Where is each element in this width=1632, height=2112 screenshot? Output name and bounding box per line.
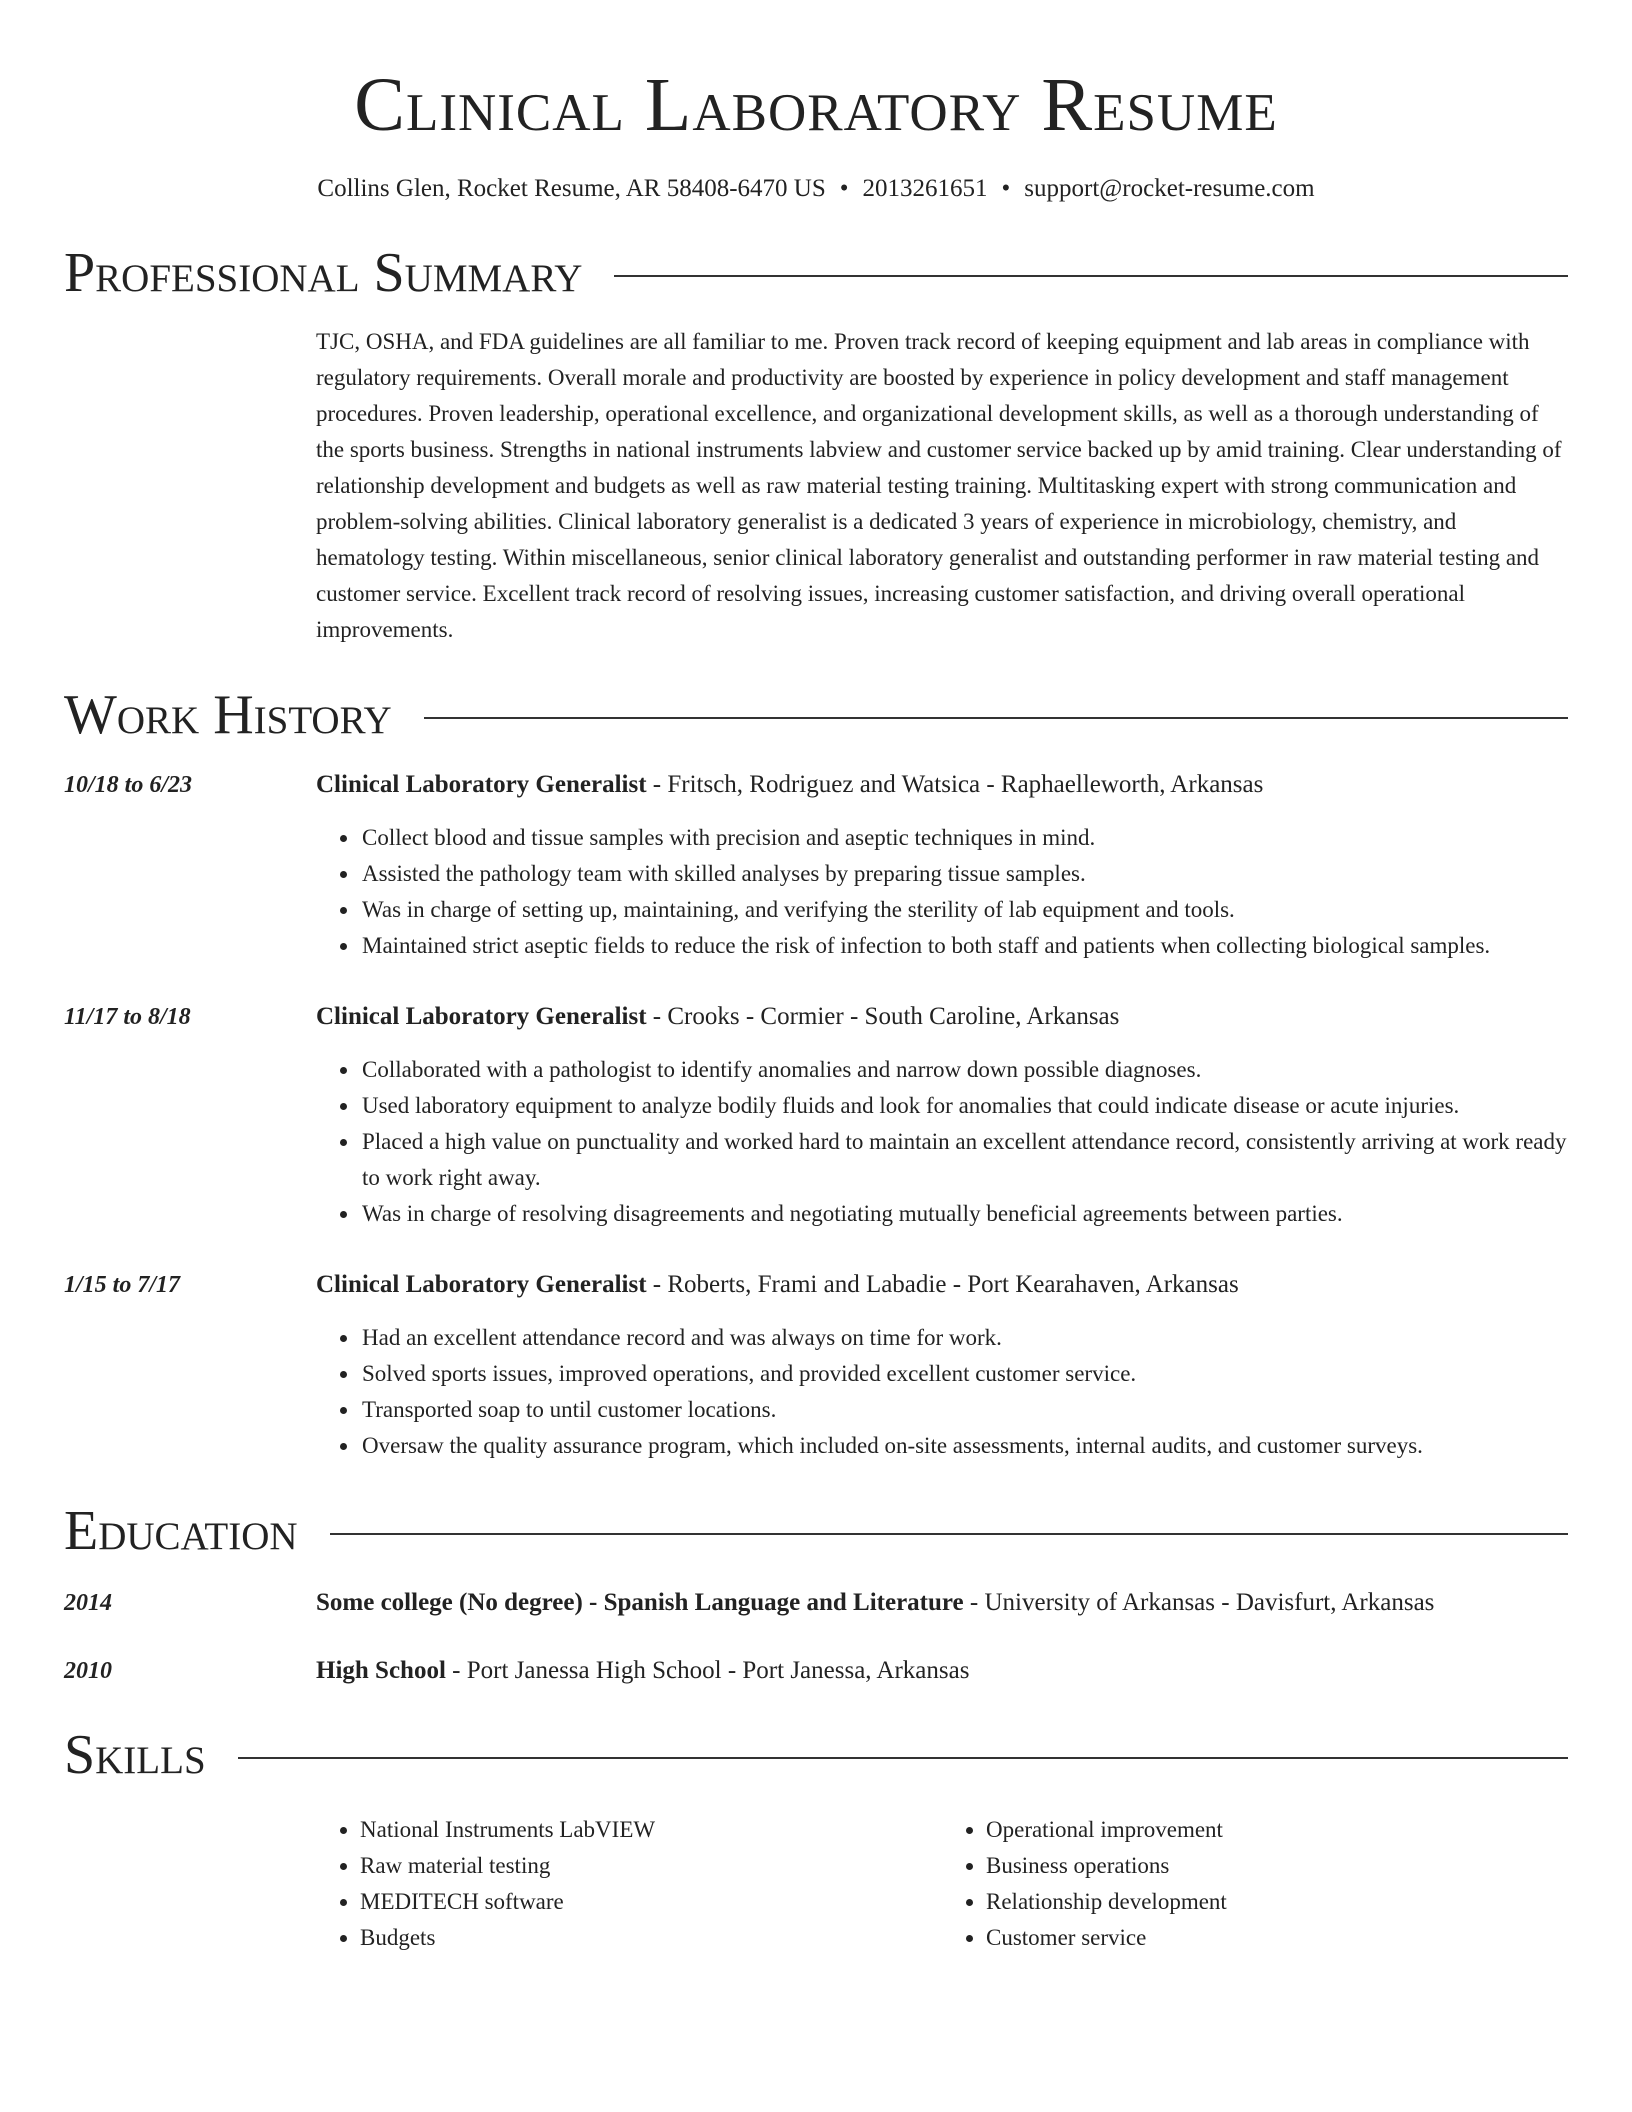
job-content bbox=[316, 1000, 1568, 1232]
job-content bbox=[316, 1268, 1568, 1464]
job-title: Clinical Laboratory Generalist bbox=[316, 1271, 647, 1298]
job-title-line bbox=[316, 768, 1568, 802]
job-dates: 1/15 to 7/17 bbox=[64, 1272, 181, 1298]
list-item: • Assisted the pathology team with skilled analyses by preparing tissue samples. bbox=[360, 856, 1568, 892]
list-item: • Placed a high value on punctuality and worked hard to maintain an excellent attendance record, consistently arriving at work ready to work right away. bbox=[360, 1124, 1568, 1196]
job-entry bbox=[64, 1268, 1568, 1464]
job-dates: 11/17 to 8/18 bbox=[64, 1004, 191, 1030]
job-employer: - Fritsch, Rodriguez and Watsica - Raphaelleworth, Arkansas bbox=[646, 771, 1264, 798]
education-school: - University of Arkansas - Davisfurt, Arkansas bbox=[963, 1589, 1435, 1616]
summary-section-header bbox=[64, 240, 1568, 306]
job-title-line bbox=[316, 1000, 1568, 1034]
education-entry bbox=[64, 1586, 1568, 1620]
contact-separator: • bbox=[839, 175, 849, 202]
education-year: 2010 bbox=[64, 1658, 112, 1684]
list-item: • Was in charge of resolving disagreements and negotiating mutually beneficial agreements between parties. bbox=[360, 1196, 1568, 1232]
summary-heading: Professional Summary bbox=[64, 242, 583, 304]
education-heading: Education bbox=[64, 1500, 298, 1562]
skills-column-right bbox=[942, 1812, 1568, 1956]
education-degree: High School bbox=[316, 1657, 446, 1684]
contact-phone: 2013261651 bbox=[862, 175, 988, 202]
list-item: • Had an excellent attendance record and was always on time for work. bbox=[360, 1320, 1568, 1356]
education-content bbox=[316, 1654, 1568, 1688]
education-line bbox=[316, 1654, 1568, 1688]
skill-item: • MEDITECH software bbox=[360, 1884, 942, 1920]
education-year: 2014 bbox=[64, 1590, 112, 1616]
skill-item: • Raw material testing bbox=[360, 1848, 942, 1884]
education-school: - Port Janessa High School - Port Janessa, Arkansas bbox=[445, 1657, 970, 1684]
summary-text: TJC, OSHA, and FDA guidelines are all familiar to me. Proven track record of keeping equipment and lab areas in compliance with regulatory requirements. Overall morale and productivity are boosted by experience in policy development and staff management procedures. Proven leadership, operational excellence, and organizational development skills, as well as a thorough understanding of the sports business. Strengths in national instruments labview and customer service backed up by amid training. Clear understanding of relationship development and budgets as well as raw material testing training. Multitasking expert with strong communication and problem-solving abilities. Clinical laboratory generalist is a dedicated 3 years of experience in microbiology, chemistry, and hematology testing. Within miscellaneous, senior clinical laboratory generalist and outstanding performer in raw material testing and customer service. Excellent track record of resolving issues, increasing customer satisfaction, and driving overall operational improvements. bbox=[316, 329, 1562, 642]
job-bullets bbox=[316, 1320, 1568, 1464]
list-item: • Solved sports issues, improved operations, and provided excellent customer service. bbox=[360, 1356, 1568, 1392]
education-section-header bbox=[64, 1498, 1568, 1564]
education-content bbox=[316, 1586, 1568, 1620]
section-divider bbox=[238, 1757, 1568, 1759]
job-employer: - Crooks - Cormier - South Caroline, Arkansas bbox=[646, 1003, 1120, 1030]
work-section-header bbox=[64, 682, 1568, 748]
skill-item: • Operational improvement bbox=[986, 1812, 1568, 1848]
list-item: • Used laboratory equipment to analyze bodily fluids and look for anomalies that could indicate disease or acute injuries. bbox=[360, 1088, 1568, 1124]
contact-email: support@rocket-resume.com bbox=[1024, 175, 1315, 202]
education-line bbox=[316, 1586, 1568, 1620]
education-degree: Some college (No degree) - Spanish Language and Literature bbox=[316, 1589, 964, 1616]
job-title-line bbox=[316, 1268, 1568, 1302]
list-item: • Collect blood and tissue samples with precision and aseptic techniques in mind. bbox=[360, 820, 1568, 856]
list-item: • Oversaw the quality assurance program, which included on-site assessments, internal audits, and customer surveys. bbox=[360, 1428, 1568, 1464]
section-divider bbox=[330, 1533, 1568, 1535]
contact-separator: • bbox=[1001, 175, 1011, 202]
skills-column-left bbox=[316, 1812, 942, 1956]
section-divider bbox=[424, 717, 1568, 719]
list-item: • Maintained strict aseptic fields to reduce the risk of infection to both staff and patients when collecting biological samples. bbox=[360, 928, 1568, 964]
work-heading: Work History bbox=[64, 684, 392, 746]
job-dates: 10/18 to 6/23 bbox=[64, 772, 193, 798]
job-bullets bbox=[316, 820, 1568, 964]
skills-section-header bbox=[64, 1722, 1568, 1788]
skill-item: • National Instruments LabVIEW bbox=[360, 1812, 942, 1848]
job-content bbox=[316, 768, 1568, 964]
job-entry bbox=[64, 1000, 1568, 1232]
education-entry bbox=[64, 1654, 1568, 1688]
skill-item: • Budgets bbox=[360, 1920, 942, 1956]
skills-list bbox=[316, 1812, 1568, 1956]
job-title: Clinical Laboratory Generalist bbox=[316, 771, 647, 798]
skill-item: • Business operations bbox=[986, 1848, 1568, 1884]
skills-heading: Skills bbox=[64, 1724, 206, 1786]
section-divider bbox=[614, 275, 1568, 277]
list-item: • Was in charge of setting up, maintaining, and verifying the sterility of lab equipment and tools. bbox=[360, 892, 1568, 928]
contact-address: Collins Glen, Rocket Resume, AR 58408-6470 US bbox=[317, 175, 826, 202]
job-entry bbox=[64, 768, 1568, 964]
job-title: Clinical Laboratory Generalist bbox=[316, 1003, 647, 1030]
resume-title: Clinical Laboratory Resume bbox=[354, 63, 1278, 147]
job-bullets bbox=[316, 1052, 1568, 1232]
list-item: • Collaborated with a pathologist to identify anomalies and narrow down possible diagnoses. bbox=[360, 1052, 1568, 1088]
contact-line bbox=[64, 172, 1568, 206]
skill-item: • Customer service bbox=[986, 1920, 1568, 1956]
skill-item: • Relationship development bbox=[986, 1884, 1568, 1920]
job-employer: - Roberts, Frami and Labadie - Port Kearahaven, Arkansas bbox=[646, 1271, 1239, 1298]
list-item: • Transported soap to until customer locations. bbox=[360, 1392, 1568, 1428]
